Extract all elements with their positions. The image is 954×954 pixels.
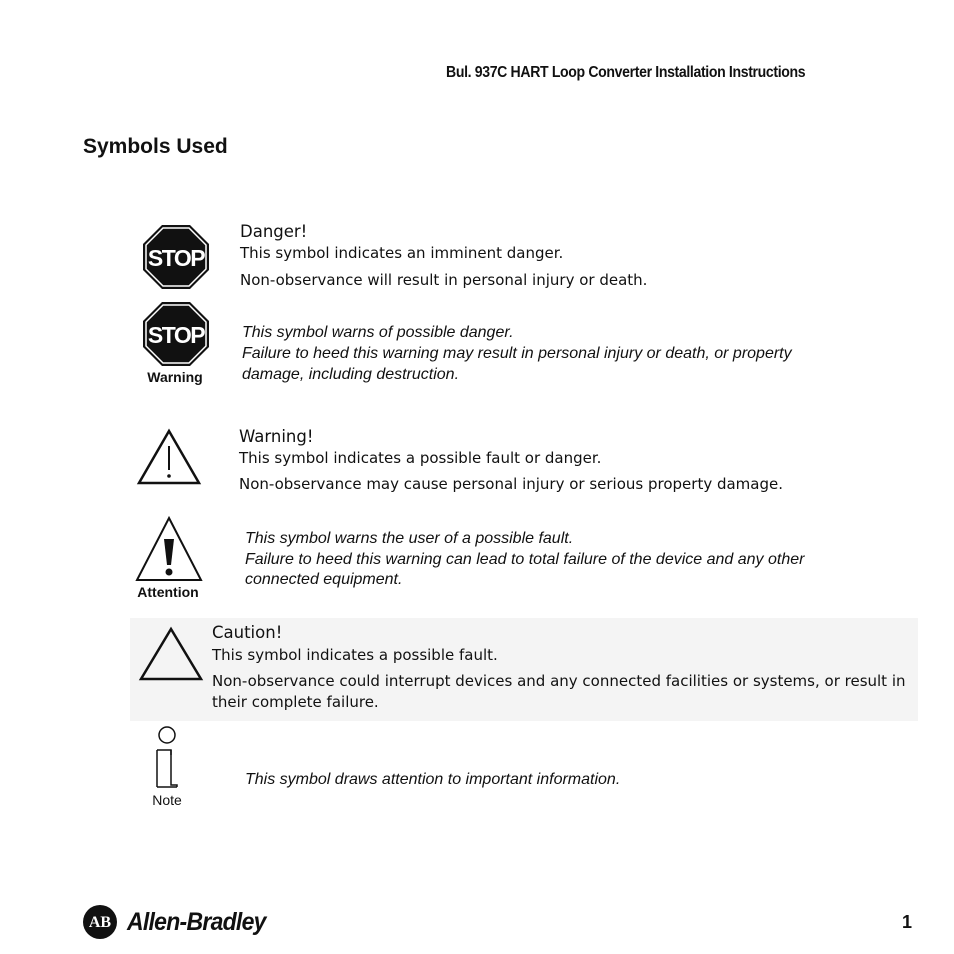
attention-line-1: This symbol warns the user of a possible fault.	[245, 530, 574, 547]
stop-sign-icon	[142, 301, 210, 367]
danger-line-1: This symbol indicates an imminent danger.	[240, 244, 564, 262]
caution-title: Caution!	[212, 623, 283, 642]
warning-stop-line-1: This symbol warns of possible danger.	[242, 324, 514, 341]
warning-line-1: This symbol indicates a possible fault or danger.	[239, 449, 602, 467]
info-i-icon	[152, 725, 182, 789]
danger-title: Danger!	[240, 222, 308, 241]
stop-sign-text: STOP	[147, 322, 205, 348]
exclamation-triangle-icon	[136, 428, 202, 486]
warning-line-2: Non-observance may cause personal injury or serious property damage.	[239, 475, 784, 493]
warning-stop-line-2: Failure to heed this warning may result in personal injury or death, or property	[242, 345, 792, 362]
stop-sign-text: STOP	[147, 245, 205, 271]
caution-line-3: their complete failure.	[212, 693, 379, 711]
logo-text: AB	[88, 914, 112, 931]
note-caption: Note	[152, 792, 182, 808]
attention-caption: Attention	[137, 584, 199, 600]
exclamation-triangle-icon	[135, 515, 203, 583]
page-number: 1	[902, 912, 913, 932]
attention-line-3: connected equipment.	[245, 571, 403, 588]
caution-line-1: This symbol indicates a possible fault.	[212, 646, 498, 664]
danger-line-2: Non-observance will result in personal injury or death.	[240, 271, 648, 289]
warning-caption: Warning	[147, 369, 203, 385]
note-line-1: This symbol draws attention to important information.	[245, 771, 621, 788]
caution-line-2: Non-observance could interrupt devices and any connected facilities or systems, or result in	[212, 672, 906, 690]
allen-bradley-logo-icon	[82, 904, 118, 940]
section-title: Symbols Used	[83, 135, 228, 158]
stop-sign-icon	[142, 224, 210, 290]
brand-name: Allen-Bradley	[127, 908, 266, 936]
attention-line-2: Failure to heed this warning can lead to total failure of the device and any other	[245, 551, 805, 568]
document-header-title: Bul. 937C HART Loop Converter Installation Instructions	[446, 64, 806, 81]
empty-triangle-icon	[138, 626, 204, 682]
warning-title: Warning!	[239, 427, 314, 446]
warning-stop-line-3: damage, including destruction.	[242, 366, 460, 383]
